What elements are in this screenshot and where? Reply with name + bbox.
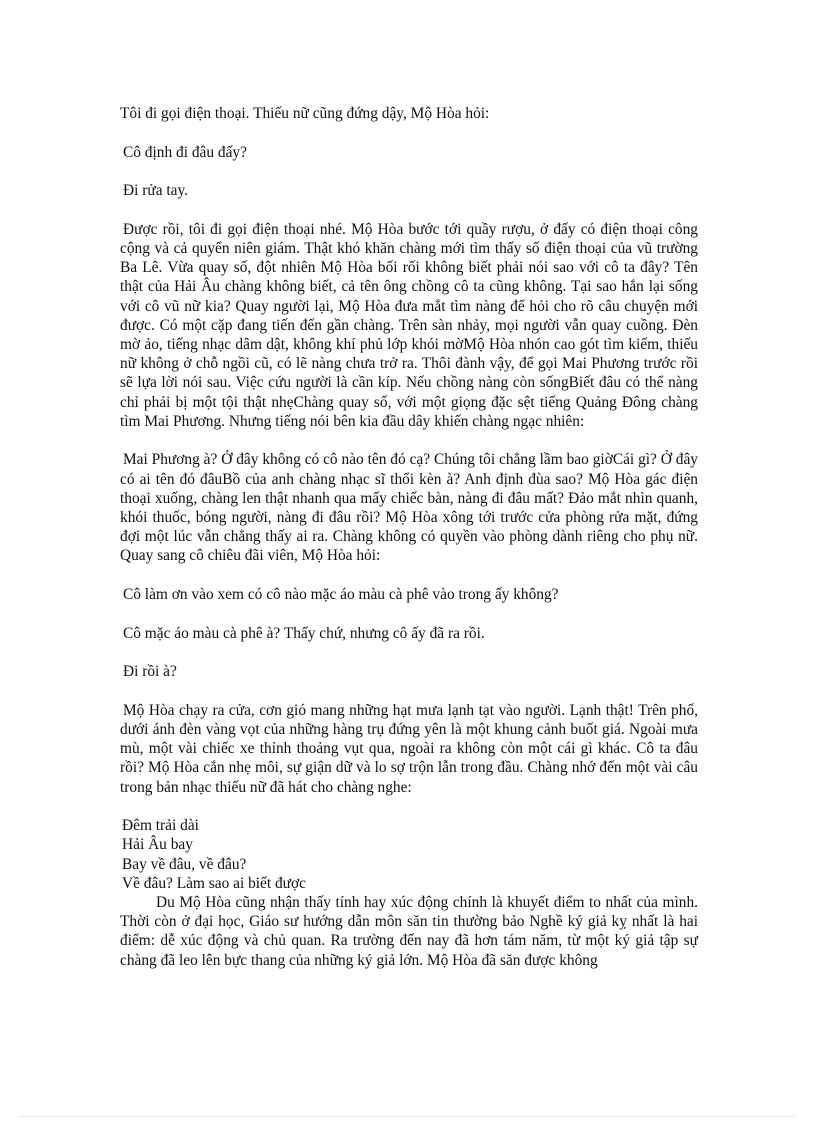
paragraph: Cô mặc áo màu cà phê à? Thấy chứ, nhưng cô ấy đã ra rồi. <box>123 624 485 642</box>
paragraph: Tôi đi gọi điện thoại. Thiếu nữ cũng đứng dậy, Mộ Hòa hỏi: <box>120 105 490 122</box>
paragraph: Cô định đi đâu đấy? <box>123 143 247 161</box>
paragraph: Mai Phương à? Ở đây không có cô nào tên đó cạ? Chúng tôi chẳng lầm bao giờCái gì? Ở đây có ai tên đó đâuBồ của anh chàng nhạc sĩ thổi kèn à? Anh định đùa sao? Mộ Hòa gác điện thoại xuống, chàng len thật nhanh qua mấy chiếc bàn, nàng đi đâu mất? Đảo mắt nhìn quanh, khói thuốc, bóng người, nàng đi đâu rồi? Mộ Hòa xông tới trước cửa phòng rửa mặt, đứng đợi một lúc vẫn chẳng thấy ai ra. Chàng không có quyền vào phòng dành riêng cho phụ nữ. Quay sang cô chiêu đãi viên, Mộ Hòa hỏi: <box>120 451 698 565</box>
paragraph: Được rồi, tôi đi gọi điện thoại nhé. Mộ Hòa bước tới quầy rượu, ở đấy có điện thoại công cộng và cả quyển niên giám. Thật khó khăn chàng mới tìm thấy số điện thoại của vũ trường Ba Lê. Vừa quay số, đột nhiên Mộ Hòa bối rối không biết phải nói sao với cô ta đây? Tên thật của Hải Âu chàng không biết, cả tên ông chồng cô ta cũng không. Tại sao hắn lại sống với cô vũ nữ kia? Quay người lại, Mộ Hòa đưa mắt tìm nàng để hỏi cho rõ câu chuyện mới được. Có một cặp đang tiến đến gần chàng. Trên sàn nhảy, mọi người vẫn quay cuồng. Đèn mờ ảo, tiếng nhạc dâm dật, không khí phủ lớp khói mờMộ Hòa nhón cao gót tìm kiếm, thiếu nữ không ở chỗ ngồi cũ, có lẽ nàng chưa trở ra. Thôi đành vậy, để gọi Mai Phương trước rồi sẽ lựa lời nói sau. Việc cứu người là cần kíp. Nếu chồng nàng còn sốngBiết đâu có thể nàng chỉ phải bị một tội thật nhẹChàng quay số, với một giọng đặc sệt tiếng Quảng Đông chàng tìm Mai Phương. Nhưng tiếng nói bên kia đầu dây khiến chàng ngạc nhiên: <box>120 220 698 430</box>
lyric-line: Hải Âu bay <box>122 836 193 854</box>
song-lyrics <box>120 816 698 893</box>
paragraph: Đi rửa tay. <box>123 182 189 200</box>
body-text <box>120 104 698 970</box>
page-bottom-divider <box>20 1116 796 1117</box>
lyric-line: Về đâu? Làm sao ai biết được <box>122 874 306 892</box>
lyric-line: Bay về đâu, về đâu? <box>122 855 247 873</box>
lyric-line: Đêm trải dài <box>122 817 199 835</box>
paragraph: Mộ Hòa chạy ra cửa, cơn gió mang những hạt mưa lạnh tạt vào người. Lạnh thật! Trên phố, dưới ánh đèn vàng vọt của những hàng trụ đứng yên là một khung cảnh buốt giá. Ngoài mưa mù, một vài chiếc xe thỉnh thoảng vụt qua, ngoài ra không còn một cái gì khác. Cô ta đâu rồi? Mộ Hòa cắn nhẹ môi, sự giận dữ và lo sợ trộn lẫn trong đầu. Chàng nhớ đến một vài câu trong bản nhạc thiếu nữ đã hát cho chàng nghe: <box>120 701 698 796</box>
paragraph: Đi rồi à? <box>123 663 177 681</box>
paragraph: Cô làm ơn vào xem có cô nào mặc áo màu cà phê vào trong ấy không? <box>123 586 559 604</box>
paragraph: Du Mộ Hòa cũng nhận thấy tính hay xúc động chính là khuyết điểm to nhất của mình. Thời còn ở đại học, Giáo sư hướng dẫn môn săn tin thường bảo Nghề ký giả kỵ nhất là hai điểm: dễ xúc động và chủ quan. Ra trường đến nay đã hơn tám năm, từ một ký giả tập sự chàng đã leo lên bực thang của những ký giả lớn. Mộ Hòa đã săn được không <box>120 894 698 969</box>
